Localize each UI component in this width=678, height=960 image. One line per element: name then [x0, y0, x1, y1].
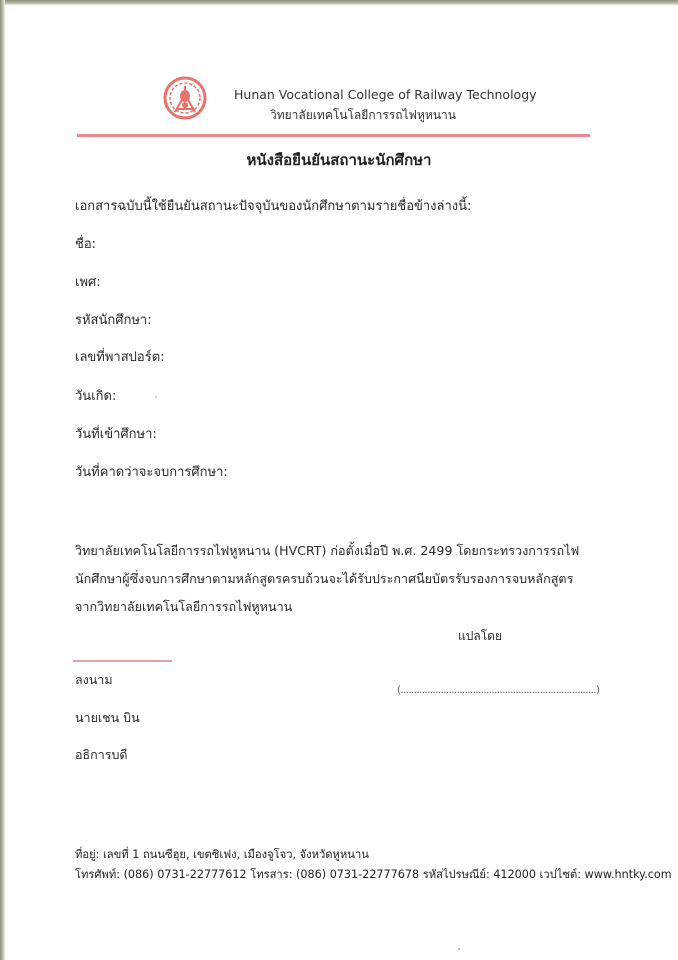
field-expected-graduation — [75, 461, 228, 482]
college-name-en: Hunan Vocational College of Railway Technology — [234, 87, 537, 102]
field-student-id — [75, 309, 152, 330]
field-birth-date — [75, 385, 116, 406]
college-name-th: วิทยาลัยเทคโนโลยีการรถไฟหูหนาน — [270, 108, 456, 122]
field-label: รหัสนักศึกษา: — [75, 313, 152, 328]
field-label: วันเกิด: — [75, 389, 117, 404]
signature-label: ลงนาม — [75, 672, 113, 687]
translator-blank: (.........................................................................) — [397, 685, 600, 696]
scan-speck — [458, 948, 460, 950]
field-label: ชื่อ: — [75, 237, 97, 252]
field-enrollment-date — [75, 423, 157, 444]
signature-line — [73, 660, 172, 662]
scan-border-top — [0, 0, 678, 5]
field-label: เลขที่พาสปอร์ต: — [75, 350, 165, 365]
footer-address: ที่อยู่: เลขที่ 1 ถนนซีฮุย, เขตซิเฟง, เมืองจูโจว, จังหวัดหูหนาน — [75, 848, 369, 861]
field-gender — [75, 271, 101, 292]
field-passport-number — [75, 346, 165, 367]
scan-border-left — [0, 0, 5, 960]
field-label: เพศ: — [75, 275, 101, 290]
footer-contact: โทรศัพท์: (086) 0731-22777612 โทรสาร: (086) 0731-22777678 รหัสไปรษณีย์: 412000 เวปไซต์: www.hntky.com — [75, 868, 672, 881]
college-emblem-icon — [163, 76, 207, 120]
field-label: วันที่เข้าศึกษา: — [75, 427, 157, 442]
signatory-name: นายเชน บิน — [75, 710, 140, 725]
signatory-position: อธิการบดี — [75, 747, 128, 762]
intro-text: เอกสารฉบับนี้ใช้ยืนยันสถานะปัจจุบันของนักศึกษาตามรายชื่อข้างล่างนี้: — [75, 199, 472, 214]
header-divider — [77, 134, 590, 137]
field-label: วันที่คาดว่าจะจบการศึกษา: — [75, 465, 228, 480]
translated-by-label: แปลโดย — [458, 629, 502, 643]
document-title: หนังสือยืนยันสถานะนักศึกษา — [246, 151, 432, 169]
college-description: วิทยาลัยเทคโนโลยีการรถไฟหูหนาน (HVCRT) ก่อตั้งเมื่อปี พ.ศ. 2499 โดยกระทรวงการรถไฟ นักศึกษาผู้ซึ่งจบการศึกษาตามหลักสูตรครบถ้วนจะได้รับประกาศนียบัตรรับรองการจบหลักสูตรจากวิทยาลัยเทคโนโลยีการรถไฟหูหนาน — [75, 543, 580, 614]
field-name — [75, 233, 96, 254]
scan-speck — [155, 396, 157, 398]
